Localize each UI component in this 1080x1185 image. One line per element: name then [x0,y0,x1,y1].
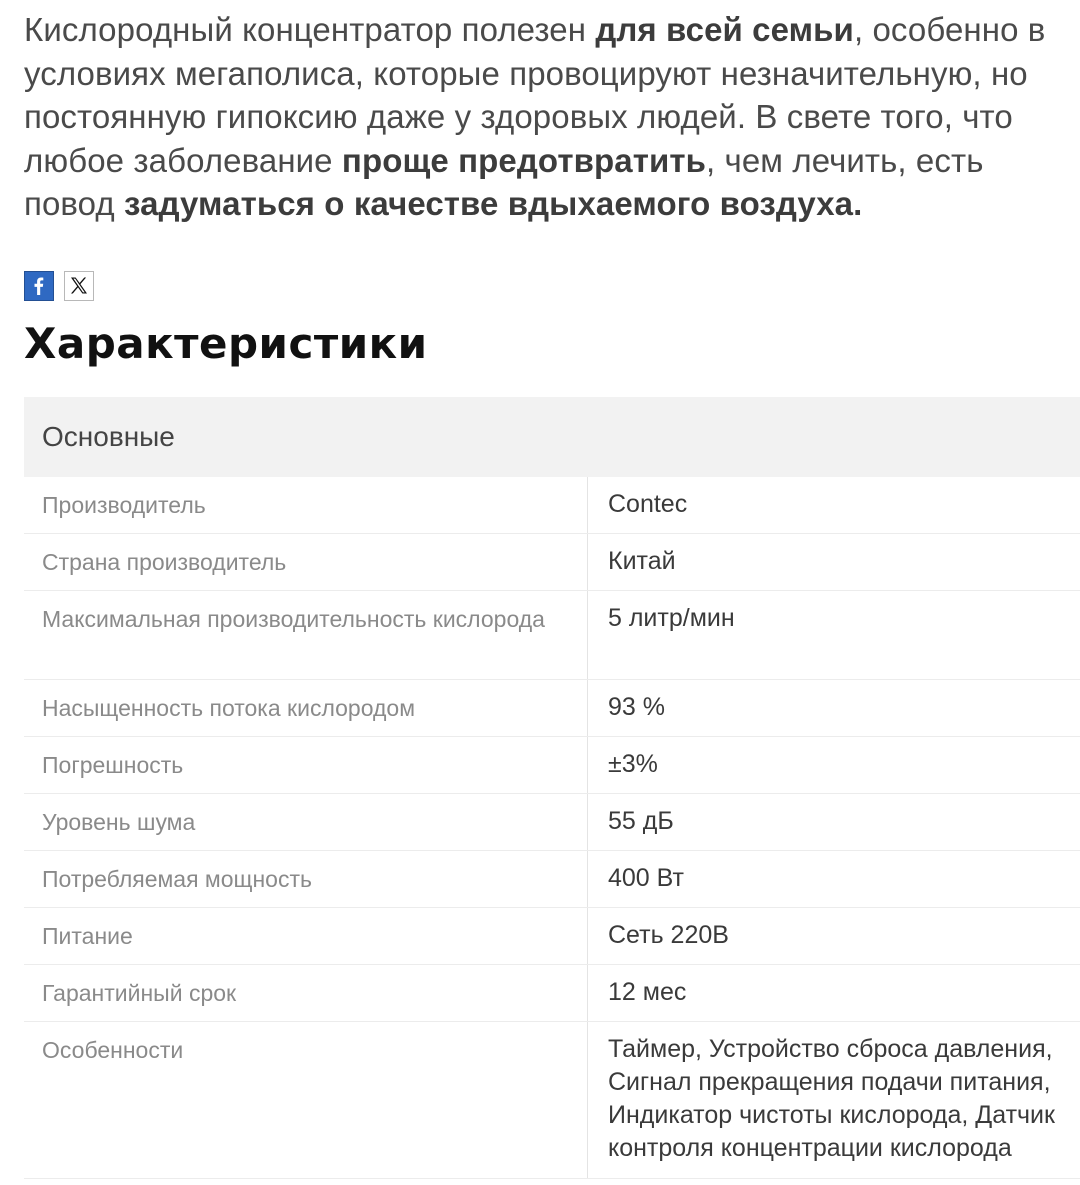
specs-title: Характеристики [24,319,428,368]
spec-key: Гарантийный срок [24,965,588,1021]
spec-key: Особенности [24,1022,588,1178]
spec-key: Страна производитель [24,534,588,590]
spec-value: 12 мес [608,978,687,1006]
facebook-share-button[interactable] [24,271,54,301]
intro-text-3: , чем лечить, есть повод [24,141,984,222]
spec-key: Погрешность [24,737,588,793]
spec-value: ±3% [608,750,658,778]
table-row [24,851,1080,908]
spec-key: Питание [24,908,588,964]
table-row [24,534,1080,591]
facebook-icon [28,275,50,297]
spec-value: 55 дБ [608,807,674,835]
spec-key: Максимальная производительность кислорода [24,591,588,679]
spec-value: Contec [608,490,688,518]
specs-table [24,397,1080,1179]
spec-value: Таймер, Устройство сброса давления, Сигнал прекращения подачи питания, Индикатор чистоты кислорода, Датчик контроля концентрации кислорода [608,1035,1055,1162]
spec-value: Китай [608,547,676,575]
spec-value: 5 литр/мин [608,604,735,632]
intro-paragraph [24,8,1074,226]
spec-value: 93 % [608,693,665,721]
spec-key: Уровень шума [24,794,588,850]
spec-value: 400 Вт [608,864,684,892]
table-row [24,591,1080,680]
intro-bold-2: проще предотвратить [341,141,707,179]
table-row [24,477,1080,534]
table-row [24,680,1080,737]
table-row [24,737,1080,794]
spec-value: Сеть 220В [608,921,729,949]
intro-text-1: Кислородный концентратор полезен [24,11,596,48]
table-row [24,908,1080,965]
table-row [24,794,1080,851]
table-row [24,965,1080,1022]
spec-key: Производитель [24,477,588,533]
intro-text-2: , особенно в условиях мегаполиса, которые провоцируют незначительную, но постоянную гипоксию даже у здоровых людей. В свете того, что любое заболевание [24,11,1046,179]
share-buttons [24,271,94,301]
x-twitter-icon [68,275,90,297]
intro-bold-3: задуматься о качестве вдыхаемого воздуха. [124,185,863,222]
intro-bold-1: для всей семьи [595,11,854,48]
spec-key: Насыщенность потока кислородом [24,680,588,736]
x-share-button[interactable] [64,271,94,301]
table-row [24,1022,1080,1179]
specs-group-header: Основные [24,397,1080,477]
spec-key: Потребляемая мощность [24,851,588,907]
